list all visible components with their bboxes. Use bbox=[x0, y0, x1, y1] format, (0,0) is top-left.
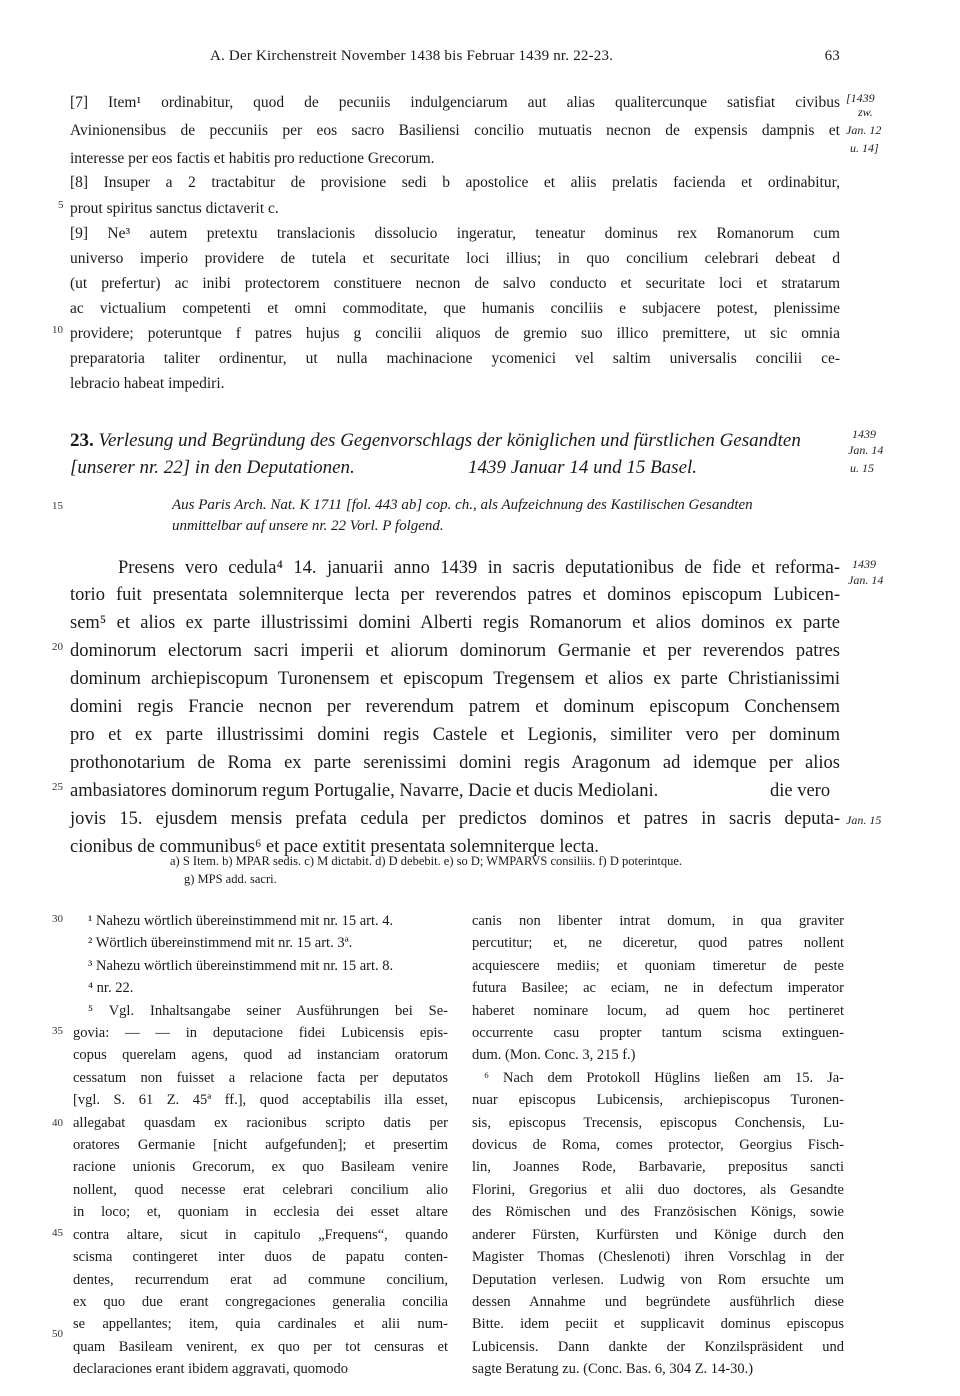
text-line: sem⁵ et alios ex parte illustrissimi domini Alberti regis Romanorum et alios dominos ex parte bbox=[70, 613, 840, 633]
line-number: 40 bbox=[52, 1117, 63, 1129]
footnote-line: ³ Nahezu wörtlich übereinstimmend mit nr. 15 art. 8. bbox=[88, 957, 394, 974]
footnote-line: sis, episcopus Trecensis, episcopus Conchensis, Lu- bbox=[472, 1114, 844, 1131]
footnote-line: Lubicensis. Dann dankte der Konzilspräsident und bbox=[472, 1338, 844, 1355]
footnote-line: scisma contingeret inter duos de papatu conten- bbox=[73, 1249, 448, 1266]
footnote-line: ¹ Nahezu wörtlich übereinstimmend mit nr. 15 art. 4. bbox=[88, 913, 394, 929]
section-title-line1: Verlesung und Begründung des Gegenvorschlags der königlichen und fürstlichen Gesandten bbox=[98, 430, 801, 451]
text-line: Presens vero cedula⁴ 14. januarii anno 1439 in sacris deputationibus de fide et reforma- bbox=[118, 558, 840, 578]
source-note: Aus Paris Arch. Nat. K 1711 [fol. 443 ab] cop. ch., als Aufzeichnung des Kastilischen Gesandten bbox=[172, 497, 753, 513]
footnote-line: acquiescere mediis; et quoniam timeretur de peste bbox=[472, 957, 844, 974]
running-title: A. Der Kirchenstreit November 1438 bis Februar 1439 nr. 22-23. bbox=[210, 48, 614, 64]
margin-date: u. 14] bbox=[850, 141, 879, 155]
footnote-line: canis non libenter intrat domum, in qua graviter bbox=[472, 913, 844, 929]
footnote-line: occurrente casu propter tantum scisma extinguen- bbox=[472, 1025, 844, 1042]
footnote-line: des Römischen und des Französischen Königs, sowie bbox=[472, 1204, 844, 1221]
footnote-line: cessatum non fuisset a relacione facta per deputatos bbox=[73, 1069, 448, 1086]
margin-date: Jan. 12 bbox=[846, 123, 882, 137]
line-number: 15 bbox=[52, 500, 63, 512]
text-line: [9] Ne³ autem pretextu translacionis dissolucio ingeratur, teneatur dominus rex Romanorum cum bbox=[70, 225, 840, 242]
line-number: 50 bbox=[52, 1328, 63, 1340]
margin-date: Jan. 15 bbox=[846, 813, 882, 827]
line-number: 5 bbox=[58, 199, 64, 211]
line-number: 25 bbox=[52, 781, 63, 793]
footnote-line: allegabat quasdam ex racionibus scripto datis per bbox=[73, 1114, 448, 1131]
margin-date: 1439 bbox=[852, 557, 876, 571]
text-line: lebracio habeat impediri. bbox=[70, 375, 225, 392]
section-number: 23. bbox=[70, 430, 94, 451]
footnote-line: se appellantes; item, quia cardinales et alii num- bbox=[73, 1316, 448, 1333]
section-title-line2a: [unserer nr. 22] in den Deputationen. bbox=[70, 457, 355, 478]
footnote-line: percutitur; et, ne diceretur, quod patres nollent bbox=[472, 935, 844, 952]
margin-date: Jan. 14 bbox=[848, 573, 884, 587]
footnotes-left-column bbox=[73, 910, 448, 1381]
text-line: ambasiatores dominorum regum Portugalie, Navarre, Dacie et ducis Mediolani. bbox=[70, 781, 659, 801]
text-line: die vero bbox=[770, 781, 831, 801]
text-line: Avinionensibus de peccuniis per eos sacro Basiliensi concilio mutuatis necnon de expensis dampnis et bbox=[70, 122, 840, 139]
footnote-line: dum. (Mon. Conc. 3, 215 f.) bbox=[472, 1047, 636, 1064]
running-header bbox=[210, 48, 840, 65]
section-title-line2b: 1439 Januar 14 und 15 Basel. bbox=[468, 457, 698, 478]
footnote-line: Bitte. idem peciit et supplicavit dominus episcopus bbox=[472, 1316, 844, 1333]
footnote-line: oratores Germanie [nicht aufgefunden]; et presertim bbox=[73, 1137, 448, 1154]
page-number: 63 bbox=[824, 48, 840, 64]
line-number: 35 bbox=[52, 1025, 63, 1037]
margin-date: u. 15 bbox=[850, 461, 874, 475]
footnote-line: haberet nominare locum, ad quem hoc pertineret bbox=[472, 1002, 844, 1019]
text-line: [8] Insuper a 2 tractabitur de provisione sedi b apostolice et aliis prelatis facienda et ordinabitur, bbox=[70, 174, 840, 191]
footnote-line: nollent, quod necesse erat celebrari concilium alio bbox=[73, 1181, 448, 1198]
text-line: providere; poteruntque f patres hujus g concilii aliquos de gremio suo illico premittere, ut sic omnia bbox=[70, 325, 840, 342]
text-line: universo imperio providere de tutela et securitate loci illius; in quo concilium celebrari debeat d bbox=[70, 250, 840, 267]
footnote-line: dovicus de Roma, comes protector, Georgius Fisch- bbox=[472, 1137, 844, 1154]
text-line: interesse per eos factis et habitis pro reductione Grecorum. bbox=[70, 150, 435, 167]
text-line: [7] Item¹ ordinabitur, quod de pecuniis indulgenciarum aut alias qualitercunque satisfiat civibus bbox=[70, 94, 840, 111]
footnote-line: lin, Joannes Rode, Barbavarie, prepositus sancti bbox=[472, 1159, 844, 1176]
variant-note: a) S Item. b) MPAR sedis. c) M dictabit. d) D debebit. e) so D; WMPARVS consiliis. f) D poterintque. bbox=[170, 854, 683, 868]
footnote-line: [vgl. S. 61 Z. 45ª ff.], quod acceptabilis illa esset, bbox=[73, 1092, 448, 1109]
footnote-line: in loco; et, quoniam in ecclesia dei esset altare bbox=[73, 1204, 448, 1221]
text-line: dominorum electorum sacri imperii et aliorum dominorum Germanie et per reverendos patres bbox=[70, 641, 840, 661]
footnote-line: ⁶ Nach dem Protokoll Hüglins ließen am 15. Ja- bbox=[484, 1069, 844, 1086]
footnotes-right-column bbox=[472, 910, 844, 1381]
source-note: unmittelbar auf unsere nr. 22 Vorl. P folgend. bbox=[172, 518, 444, 534]
text-line: preparatoria taliter ordinentur, ut nulla machinacione ycomenici vel saltim universalis concilii ce- bbox=[70, 350, 840, 367]
text-line: prothonotarium de Roma ex parte serenissimi domini regis Aragonum ad idemque per alios bbox=[70, 753, 840, 773]
margin-date: 1439 bbox=[852, 427, 876, 441]
footnote-line: Magister Thomas (Cheslenoti) ihren Vorschlag in der bbox=[472, 1249, 844, 1266]
text-line: torio fuit presentata solemniterque lecta per reverendos patres et dominos episcopum Lubicen- bbox=[70, 585, 840, 605]
footnote-line: govia: — — in deputacione fidei Lubicensis epis- bbox=[73, 1025, 448, 1042]
footnote-line: ² Wörtlich übereinstimmend mit nr. 15 art. 3ª. bbox=[88, 935, 353, 952]
line-number: 10 bbox=[52, 324, 63, 336]
margin-date: Jan. 14 bbox=[848, 443, 884, 457]
footnote-line: declaraciones erant ibidem aggravati, quomodo bbox=[73, 1361, 348, 1378]
text-line: jovis 15. ejusdem mensis prefata cedula per predictos dominos et patres in sacris deputa- bbox=[70, 809, 840, 829]
variant-note: g) MPS add. sacri. bbox=[184, 872, 277, 886]
margin-date: [1439 bbox=[846, 91, 875, 105]
footnote-line: contra altare, sicut in capitulo „Frequens“, quando bbox=[73, 1226, 448, 1243]
line-number: 45 bbox=[52, 1227, 63, 1239]
footnote-line: ex quo due erant congregaciones generalia concilia bbox=[73, 1293, 448, 1310]
footnote-line: nuar episcopus Lubicensis, archiepiscopus Turonen- bbox=[472, 1092, 844, 1109]
text-line: dominum archiepiscopum Turonensem et episcopum Tregensem et alios ex parte Christianissimi bbox=[70, 669, 840, 689]
text-line: cionibus de communibus⁶ et pace extitit presentata solemniterque lecta. bbox=[70, 837, 599, 857]
text-line: pro et ex parte illustrissimi domini regis Castele et Legionis, similiter vero per dominum bbox=[70, 725, 840, 745]
text-line: prout spiritus sanctus dictaverit c. bbox=[70, 200, 279, 217]
text-line: (ut prefertur) ac inibi protectorem constituere necnon de salvo conducto et securitate loci et stratarum bbox=[70, 275, 840, 292]
footnote-line: futura Basilee; ac eciam, ne in defectum imperator bbox=[472, 980, 844, 997]
margin-date: zw. bbox=[858, 105, 873, 119]
line-number: 30 bbox=[52, 913, 63, 925]
footnote-line: Deputation verlesen. Ludwig von Rom ersuchte um bbox=[472, 1271, 844, 1288]
text-line: ac victualium competenti et omni commoditate, que humanis conciliis e subjacere potest, plenissime bbox=[70, 300, 840, 317]
footnote-line: Florini, Gregorius et alii duo doctores, als Gesandte bbox=[472, 1181, 844, 1198]
footnote-line: racione unionis Grecorum, ex quo Basileam venire bbox=[73, 1159, 448, 1176]
footnote-line: ⁵ Vgl. Inhaltsangabe seiner Ausführungen bei Se- bbox=[88, 1002, 448, 1019]
line-number: 20 bbox=[52, 641, 63, 653]
text-line: domini regis Francie necnon per reverendum patrem et dominum episcopum Conchensem bbox=[70, 697, 840, 717]
footnote-line: anderer Fürsten, Kurfürsten und Könige durch den bbox=[472, 1226, 844, 1243]
footnote-line: dessen Annahme und begründete ausführlich diese bbox=[472, 1293, 844, 1310]
footnote-line: dentes, recurrendum erat ad commune concilium, bbox=[73, 1271, 448, 1288]
footnote-line: quam Basileam venirent, ex quo per tot censuras et bbox=[73, 1338, 448, 1355]
footnote-line: ⁴ nr. 22. bbox=[88, 980, 134, 997]
footnote-line: sagte Beratung zu. (Conc. Bas. 6, 304 Z. 14-30.) bbox=[472, 1361, 754, 1378]
section-title bbox=[70, 430, 840, 452]
footnote-line: copus querelam agens, quod ad instanciam oratorum bbox=[73, 1047, 448, 1064]
